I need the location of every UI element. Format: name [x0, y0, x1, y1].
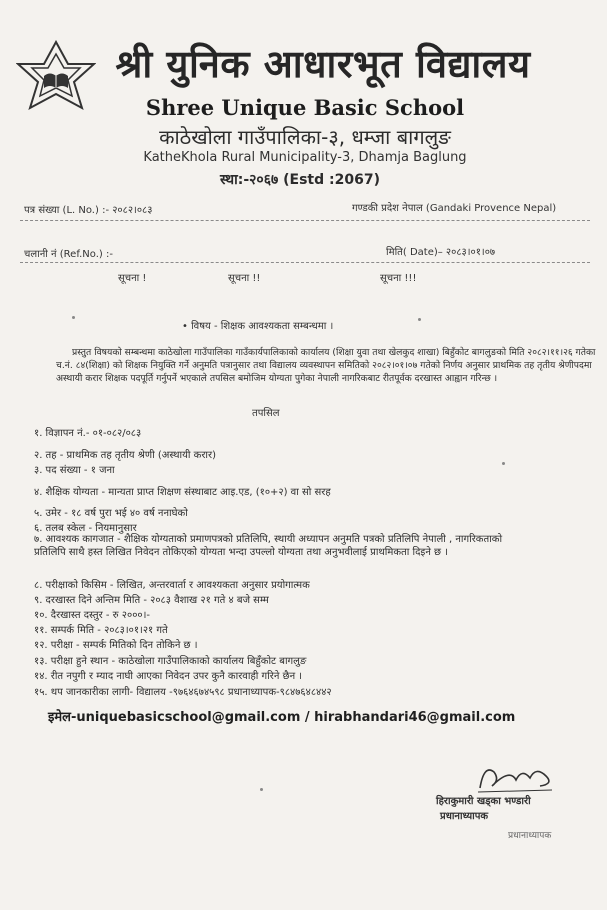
list-item: ४. शैक्षिक योग्यता - मान्यता प्राप्त शिक्षण संस्थाबाट आइ.एड, (१०+२) वा सो सरह — [34, 487, 331, 498]
list-item: १४. रीत नपुगी र म्याद नाघी आएका निवेदन उपर कुनै कारवाही गरिने छैन । — [34, 671, 303, 682]
list-item: ११. सम्पर्क मिति - २०८३।०१।२१ गते — [34, 625, 168, 636]
list-item: १. विज्ञापन नं.- ०१-०८२/०८३ — [34, 428, 142, 439]
notice-heading: सूचना ! — [118, 273, 147, 284]
school-logo-icon — [16, 40, 96, 112]
stamp-text: प्रधानाध्यापक — [508, 831, 552, 841]
list-item: २. तह - प्राथमिक तह तृतीय श्रेणी (अस्थायी करार) — [34, 450, 216, 461]
list-item: ९. दरखास्त दिने अन्तिम मिति - २०८३ वैशाख २१ गते ४ बजे सम्म — [34, 595, 269, 606]
details-heading: तपसिल — [252, 408, 280, 419]
decorative-dot — [260, 788, 263, 791]
decorative-dot — [418, 318, 421, 321]
signatory-title: प्रधानाध्यापक — [440, 811, 489, 822]
list-item: १५. थप जानकारीका लागी- विद्यालय -९७६४६७४५९८ प्रधानाध्यापक-९८४७६४८४४२ — [34, 687, 332, 698]
list-item: १०. दैरखास्त दस्तुर - रु २०००।- — [34, 610, 151, 621]
list-item: १२. परीक्षा - सम्पर्क मितिको दिन तोकिने छ । — [34, 640, 198, 651]
list-item: ६. तलब स्केल - नियमानुसार — [34, 523, 137, 534]
notice-heading: सूचना !! — [228, 273, 261, 284]
list-item: १३. परीक्षा हुने स्थान - काठेखोला गाउँपालिकाको कार्यालय बिहुँकोट बागलुङ — [34, 656, 307, 667]
letter-number: पत्र संख्या (L. No.) :- २०८२।०८३ — [24, 205, 153, 216]
reference-number: चलानी नं (Ref.No.) :- — [24, 249, 113, 260]
list-item: ५. उमेर - १८ वर्ष पुरा भई ४० वर्ष ननाघेको — [34, 508, 188, 519]
school-name-nepali: श्री युनिक आधारभूत विद्यालय — [115, 41, 531, 86]
list-item: ८. परीक्षाको किसिम - लिखित, अन्तरवार्ता र आवश्यकता अनुसार प्रयोगात्मक — [34, 580, 310, 591]
email-contact: इमेल-uniquebasicschool@gmail.com / hirabhandari46@gmail.com — [48, 710, 516, 725]
province-label: गण्डकी प्रदेश नेपाल (Gandaki Provence Nepal) — [352, 203, 557, 214]
subject-line: • विषय - शिक्षक आवश्यकता सम्बन्धमा । — [182, 321, 334, 332]
notice-heading: सूचना !!! — [380, 273, 417, 284]
address-english: KatheKhola Rural Municipality-3, Dhamja Baglung — [143, 150, 467, 165]
signature-icon — [470, 758, 560, 798]
body-paragraph: प्रस्तुत विषयको सम्बन्धमा काठेखोला गाउँपालिका गाउँकार्यपालिकाको कार्यालय (शिक्षा युवा तथा खेलकुद शाखा) बिहुँकोट बागलुङको मिति २०८२।११।२६ गतेका च.नं. ८४(शिक्षा) को शिक्षक नियुक्ति गर्ने अनुमति पत्रानुसार तथा विद्यालय व्यवस्थापन समितिको २०८२।०१।०७ गतेको निर्णय अनुसार प्राथमिक तह तृतीय श्रेणीपदमा अस्थायी करार शिक्षक पदपूर्ति गर्नुपर्ने भएकाले तपसिल बमोजिम योग्यता पुगेका नेपाली नागरिकबाट रीतपूर्वक दरखास्त आह्वान गरिन्छ । — [56, 347, 596, 384]
decorative-dot — [502, 462, 505, 465]
address-nepali: काठेखोला गाउँपालिका-३, धम्जा बागलुङ — [159, 125, 451, 149]
decorative-dot — [72, 316, 75, 319]
divider — [20, 262, 590, 263]
list-item: ३. पद संख्या - १ जना — [34, 465, 115, 476]
signatory-name: हिराकुमारी खड्का भण्डारी — [436, 796, 531, 807]
school-name-english: Shree Unique Basic School — [145, 95, 465, 120]
letter-date: मिति( Date)– २०८३।०१।०७ — [386, 247, 496, 258]
list-item: ७. आवश्यक कागजात - शैक्षिक योग्यताको प्रमाणपत्रको प्रतिलिपि, स्थायी अध्यापन अनुमति पत्रको प्रतिलिपि नेपाली , नागरिकताको प्रतिलिपि साथै हस्त लिखित निवेदन तोकिएको योग्यता भन्दा उपल्लो योग्यता तथा अनुभवीलाई प्राथमिकता दिइने छ । — [34, 534, 503, 558]
established-year: स्था:-२०६७ (Estd :2067) — [220, 172, 380, 188]
divider — [20, 220, 590, 221]
